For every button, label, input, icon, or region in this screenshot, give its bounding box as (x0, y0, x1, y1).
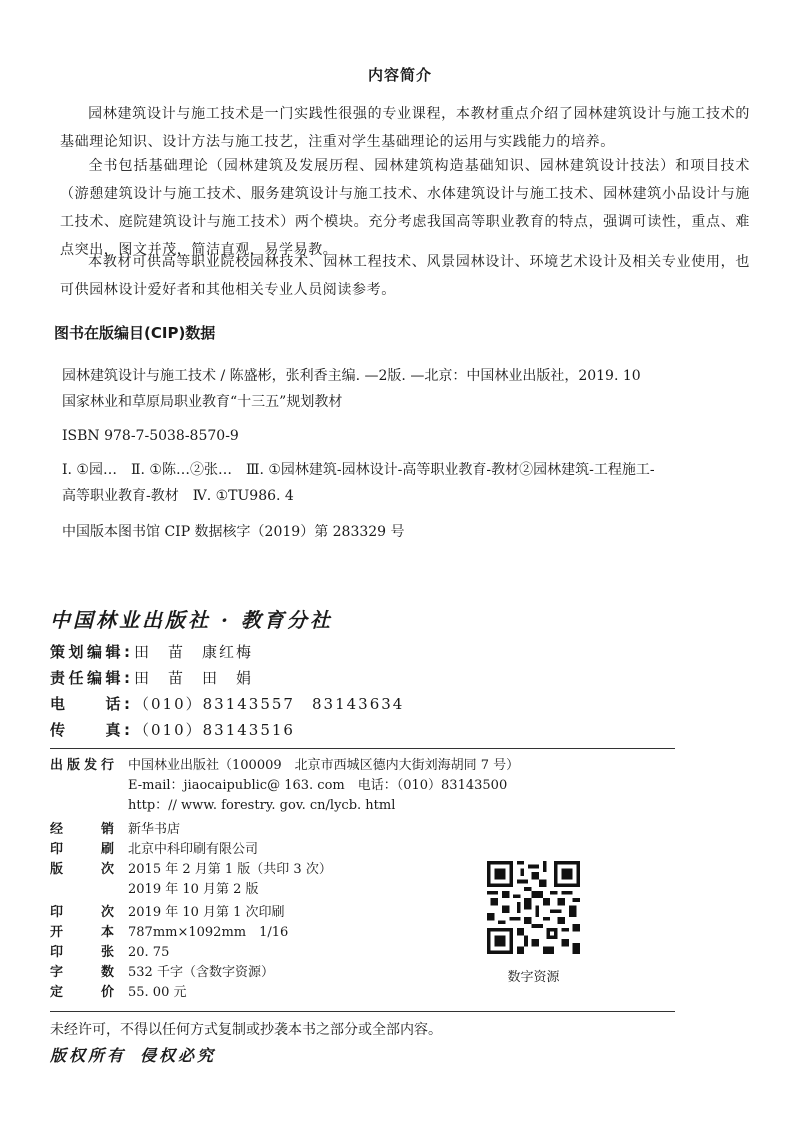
cip-book-line: 园林建筑设计与施工技术 / 陈盛彬，张利香主编. —2版. —北京：中国林业出版社，2019. 10 (62, 368, 641, 384)
edition-row (50, 860, 332, 900)
distribution-row (50, 756, 519, 816)
divider-top (50, 748, 675, 749)
seller-value: 新华书店 (128, 822, 181, 837)
impression-value: 2019 年 10 月第 1 次印刷 (128, 905, 285, 920)
intro-paragraph-1-text: 园林建筑设计与施工技术是一门实践性很强的专业课程，本教材重点介绍了园林建筑设计与施工技术的基础理论知识、设计方法与施工技艺，注重对学生基础理论的运用与实践能力的培养。 (60, 106, 750, 150)
words-row (50, 963, 274, 983)
rights-reserved: 版权所有 (50, 1046, 127, 1065)
qr-code[interactable] (487, 861, 580, 954)
cip-series-line: 国家林业和草原局职业教育“十三五”规划教材 (62, 394, 343, 410)
sheets-label: 印 张 (50, 945, 114, 960)
price-value: 55. 00 元 (128, 985, 187, 1000)
distribution-value (128, 756, 519, 816)
fax-label: 传 真: (50, 721, 130, 739)
divider-bottom (50, 1011, 675, 1012)
distribution-label: 出版发行 (50, 758, 114, 773)
intro-paragraph-3-text: 本教材可供高等职业院校园林技术、园林工程技术、风景园林设计、环境艺术设计及相关专业使用，也可供园林设计爱好者和其他相关专业人员阅读参考。 (60, 254, 750, 298)
price-label: 定 价 (50, 985, 114, 1000)
format-label: 开 本 (50, 925, 114, 940)
seller-label: 经 销 (50, 822, 114, 837)
format-row (50, 923, 288, 943)
responsible-editor-label: 责任编辑: (50, 669, 130, 687)
edition-second: 2019 年 10 月第 2 版 (128, 882, 259, 897)
format-value: 787mm×1092mm 1/16 (128, 925, 289, 940)
cip-classification-1: Ⅰ. ①园… Ⅱ. ①陈…②张… Ⅲ. ①园林建筑-园林设计-高等职业教育-教材②园林建筑-工程施工- (62, 462, 655, 478)
phone-value: （010）83143557 83143634 (134, 695, 405, 713)
distribution-email-phone: E-mail：jiaocaipublic@ 163. com 电话：（010）83143500 (128, 778, 508, 793)
intro-paragraph-3 (60, 248, 750, 304)
seller-row (50, 820, 180, 840)
cip-isbn: ISBN 978-7-5038-8570-9 (62, 428, 239, 444)
distribution-address: 中国林业出版社（100009 北京市西城区德内大街刘海胡同 7 号） (128, 758, 520, 773)
responsible-editor-row (50, 664, 253, 692)
cip-record-number: 中国版本图书馆 CIP 数据核字（2019）第 283329 号 (62, 524, 405, 540)
edition-first: 2015 年 2 月第 1 版（共印 3 次） (128, 862, 332, 877)
words-value: 532 千字（含数字资源） (128, 965, 274, 980)
intro-paragraph-1 (60, 100, 750, 156)
sheets-value: 20. 75 (128, 945, 170, 960)
edition-value (128, 860, 332, 900)
phone-label: 电 话: (50, 695, 130, 713)
intro-paragraph-2-text: 全书包括基础理论（园林建筑及发展历程、园林建筑构造基础知识、园林建筑设计技法）和项目技术（游憩建筑设计与施工技术、服务建筑设计与施工技术、水体建筑设计与施工技术、园林建筑小品设计与施工技术、庭院建筑设计与施工技术）两个模块。充分考虑我国高等职业教育的特点，强调可读性，重点、难点突出，图文并茂，简洁直观，易学易教。 (60, 158, 750, 258)
responsible-editor-value: 田 苗 田 娟 (134, 669, 254, 687)
cip-classification-2: 高等职业教育-教材 Ⅳ. ①TU986. 4 (62, 488, 294, 504)
sheets-row (50, 943, 169, 963)
planning-editor-value: 田 苗 康红梅 (134, 643, 254, 661)
printer-label: 印 刷 (50, 842, 114, 857)
phone-row (50, 690, 404, 718)
price-row (50, 983, 186, 1003)
cip-title: 图书在版编目(CIP)数据 (54, 324, 216, 342)
planning-editor-label: 策划编辑: (50, 643, 130, 661)
words-label: 字 数 (50, 965, 114, 980)
distribution-website: http：// www. forestry. gov. cn/lycb. html (128, 798, 396, 813)
fax-row (50, 716, 295, 744)
fax-value: （010）83143516 (134, 721, 295, 739)
rights-slogan (50, 1043, 216, 1066)
qr-caption: 数字资源 (507, 970, 560, 985)
copyright-notice: 未经许可，不得以任何方式复制或抄袭本书之部分或全部内容。 (50, 1022, 442, 1038)
impression-row (50, 903, 285, 923)
publisher-name: 中国林业出版社 · 教育分社 (50, 608, 333, 632)
printer-value: 北京中科印刷有限公司 (128, 842, 259, 857)
impression-label: 印 次 (50, 905, 114, 920)
printer-row (50, 840, 258, 860)
planning-editor-row (50, 638, 253, 666)
edition-label: 版 次 (50, 862, 114, 877)
infringement-warning: 侵权必究 (140, 1046, 217, 1065)
intro-title: 内容简介 (367, 66, 432, 84)
